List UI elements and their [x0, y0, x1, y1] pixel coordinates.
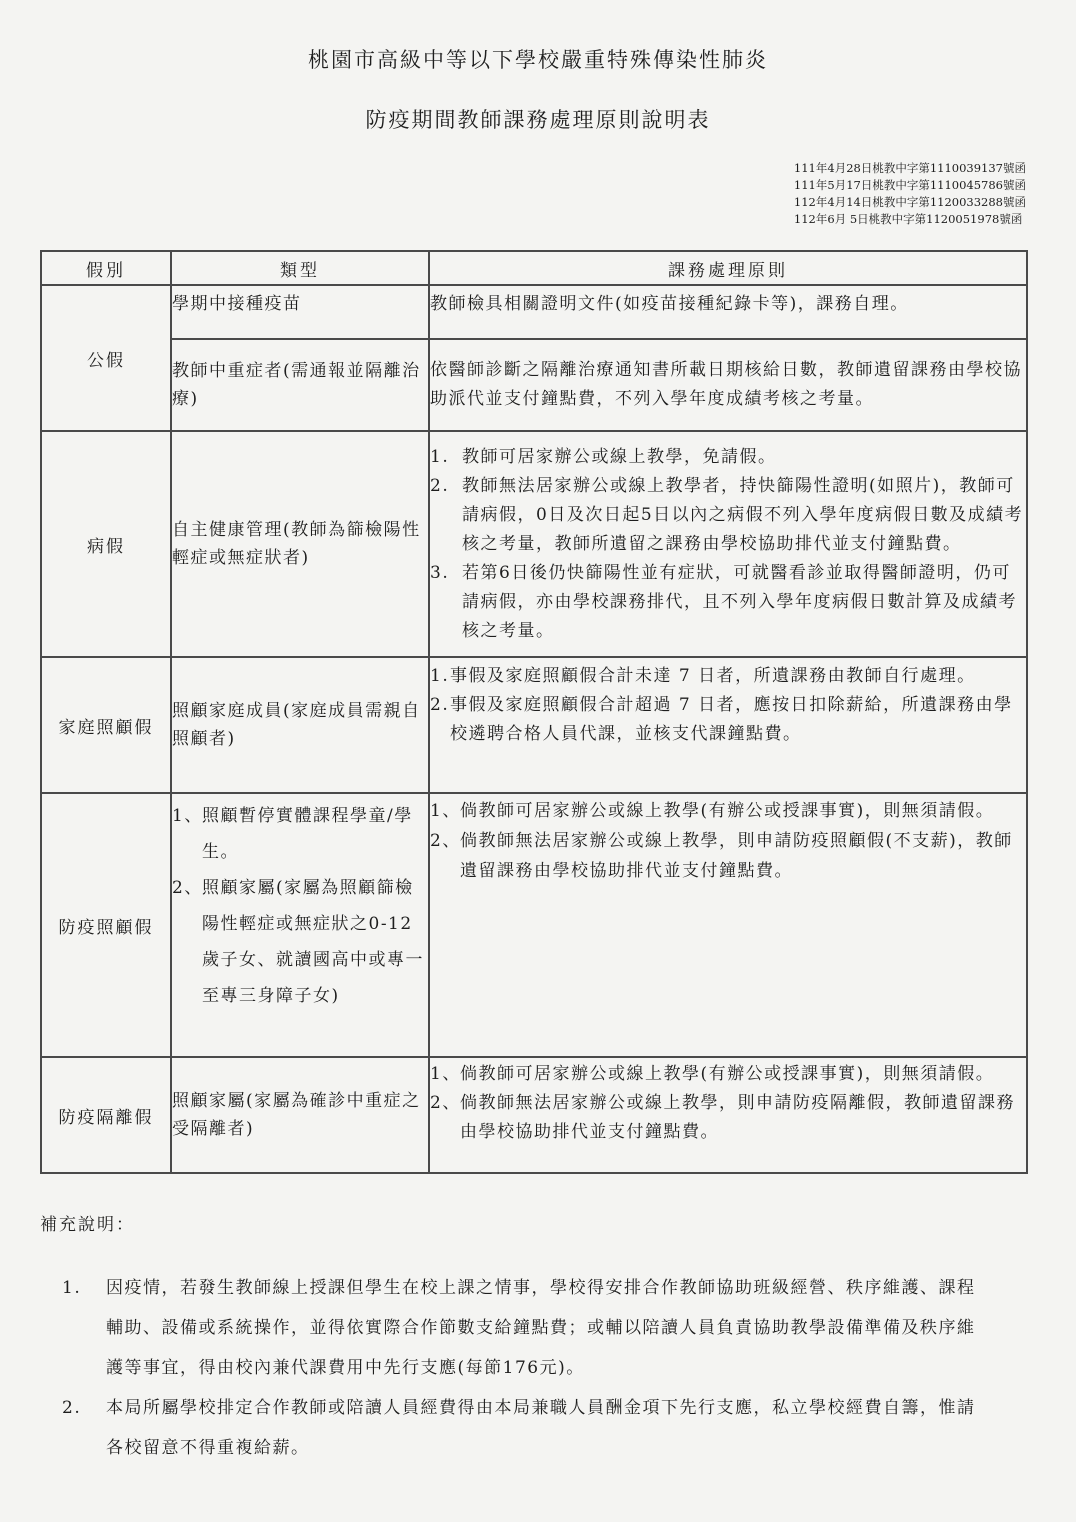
- leave-official: 公假: [41, 285, 171, 431]
- category-cell: [171, 793, 429, 1057]
- rule-cell: [429, 1057, 1027, 1173]
- list-item: 2. 本局所屬學校排定合作教師或陪讀人員經費得由本局兼職人員酬金項下先行支應，私立學校經費自籌，惟請各校留意不得重複給薪。: [62, 1398, 976, 1458]
- rule-cell: [429, 793, 1027, 1057]
- list-item: 1. 教師可居家辦公或線上教學，免請假。: [430, 446, 777, 467]
- list-item: 1、 倘教師可居家辦公或線上教學(有辦公或授課事實)，則無須請假。: [430, 801, 995, 821]
- rule-cell: [429, 431, 1027, 657]
- list-item: 3. 若第6日後仍快篩陽性並有症狀，可就醫看診並取得醫師證明，仍可請病假，亦由學校課務排代，且不列入學年度病假日數計算及成績考核之考量。: [430, 562, 1017, 641]
- table-row: [41, 793, 1027, 1057]
- list-item: 2. 事假及家庭照顧假合計超過 7 日者，應按日扣除薪給，所遺課務由學校遴聘合格人員代課，並核支代課鐘點費。: [430, 695, 1013, 744]
- table-row: [41, 431, 1027, 657]
- document-title-line2: 防疫期間教師課務處理原則說明表: [365, 108, 711, 132]
- list-item: 1、 照顧暫停實體課程學童/學生。: [172, 806, 413, 862]
- reference-letter: 111年5月17日桃教中字第1110045786號函: [793, 178, 1026, 192]
- table-row: [41, 339, 1027, 431]
- table-header-row: [41, 251, 1027, 285]
- header-handling-principle: 課務處理原則: [429, 251, 1027, 285]
- rule-cell: 教師檢具相關證明文件(如疫苗接種紀錄卡等)，課務自理。: [429, 285, 1027, 339]
- reference-letters: [794, 160, 1026, 228]
- category-cell: 教師中重症者(需通報並隔離治療): [171, 339, 429, 431]
- category-cell: 自主健康管理(教師為篩檢陽性輕症或無症狀者): [171, 431, 429, 657]
- category-cell: 學期中接種疫苗: [171, 285, 429, 339]
- list-item: 1、 倘教師可居家辦公或線上教學(有辦公或授課事實)，則無須請假。: [430, 1064, 995, 1084]
- header-leave-type: 假別: [41, 251, 171, 285]
- list-item: 2、 照顧家屬(家屬為照顧篩檢陽性輕症或無症狀之0-12歲子女、就讀國高中或專一至專三身障子女): [172, 878, 424, 1006]
- list-item: 1. 事假及家庭照顧假合計未達 7 日者，所遺課務由教師自行處理。: [430, 666, 976, 686]
- document-title-line1: 桃園市高級中等以下學校嚴重特殊傳染性肺炎: [308, 48, 768, 72]
- leave-epidemic-quarantine: 防疫隔離假: [41, 1057, 171, 1173]
- rule-cell: 依醫師診斷之隔離治療通知書所載日期核給日數，教師遺留課務由學校協助派代並支付鐘點費，不列入學年度成績考核之考量。: [429, 339, 1027, 431]
- list-item: 2. 教師無法居家辦公或線上教學者，持快篩陽性證明(如照片)，教師可請病假，0日及次日起5日以內之病假不列入學年度病假日數及成績考核之考量，教師所遺留之課務由學校協助排代並支付鐘點費。: [430, 475, 1024, 554]
- leave-policy-table: [40, 250, 1028, 1174]
- reference-letter: 111年4月28日桃教中字第1110039137號函: [793, 161, 1026, 175]
- table-row: [41, 1057, 1027, 1173]
- rule-cell: [429, 657, 1027, 793]
- list-item: 1. 因疫情，若發生教師線上授課但學生在校上課之情事，學校得安排合作教師協助班級經營、秩序維護、課程輔助、設備或系統操作，並得依實際合作節數支給鐘點費；或輔以陪讀人員負責協助教學設備準備及秩序維護等事宜，得由校內兼代課費用中先行支應(每節176元)。: [62, 1278, 976, 1378]
- leave-family-care: 家庭照顧假: [41, 657, 171, 793]
- reference-letter: 112年4月14日桃教中字第1120033288號函: [793, 195, 1026, 209]
- category-cell: 照顧家屬(家屬為確診中重症之受隔離者): [171, 1057, 429, 1173]
- table-row: [41, 657, 1027, 793]
- list-item: 2、 倘教師無法居家辦公或線上教學，則申請防疫隔離假，教師遺留課務由學校協助排代並支付鐘點費。: [430, 1093, 1015, 1142]
- header-category: 類型: [171, 251, 429, 285]
- table-row: [41, 285, 1027, 339]
- reference-letter: 112年6月 5日桃教中字第1120051978號函: [793, 212, 1023, 226]
- leave-sick: 病假: [41, 431, 171, 657]
- leave-epidemic-care: 防疫照顧假: [41, 793, 171, 1057]
- list-item: 2、 倘教師無法居家辦公或線上教學，則申請防疫照顧假(不支薪)，教師遺留課務由學校協助排代並支付鐘點費。: [430, 831, 1013, 881]
- notes-list: [62, 1268, 992, 1468]
- notes-title: 補充說明：: [40, 1215, 135, 1235]
- category-cell: 照顧家庭成員(家庭成員需親自照顧者): [171, 657, 429, 793]
